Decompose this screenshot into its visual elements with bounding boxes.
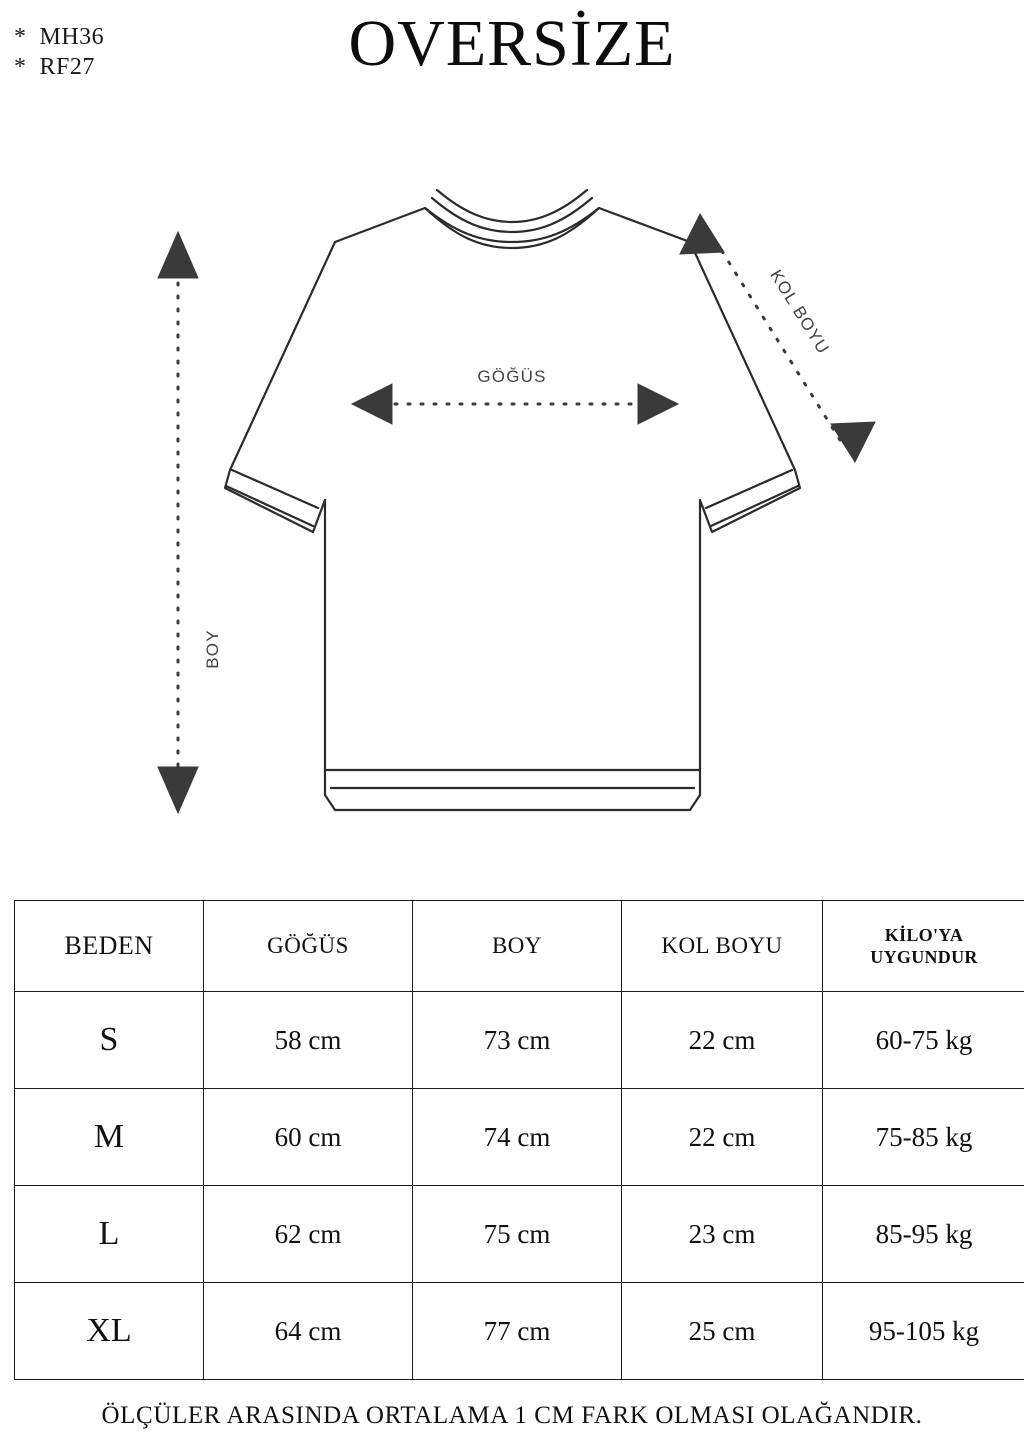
tshirt-outline-icon <box>225 190 800 810</box>
cell-chest: 58 cm <box>204 992 413 1089</box>
cell-length: 74 cm <box>413 1089 622 1186</box>
column-header-weight-line2: UYGUNDUR <box>870 947 978 967</box>
cell-length: 77 cm <box>413 1283 622 1380</box>
table-row <box>15 1089 1024 1186</box>
cell-chest: 62 cm <box>204 1186 413 1283</box>
column-header-weight <box>823 901 1024 992</box>
column-header-chest: GÖĞÜS <box>204 901 413 992</box>
table-row <box>15 1283 1024 1380</box>
table-header-row <box>15 901 1024 992</box>
cell-chest: 60 cm <box>204 1089 413 1186</box>
cell-sleeve: 23 cm <box>622 1186 823 1283</box>
table-row <box>15 1186 1024 1283</box>
chest-label: GÖĞÜS <box>477 367 547 386</box>
cell-sleeve: 22 cm <box>622 1089 823 1186</box>
length-label: BOY <box>203 629 222 669</box>
length-measure-arrow <box>158 232 198 813</box>
chest-measure-arrow <box>352 384 678 424</box>
cell-weight: 75-85 kg <box>823 1089 1024 1186</box>
cell-weight: 60-75 kg <box>823 992 1024 1089</box>
column-header-sleeve: KOL BOYU <box>622 901 823 992</box>
cell-size: L <box>15 1186 204 1283</box>
column-header-size: BEDEN <box>15 901 204 992</box>
cell-length: 75 cm <box>413 1186 622 1283</box>
cell-size: XL <box>15 1283 204 1380</box>
cell-size: M <box>15 1089 204 1186</box>
column-header-length: BOY <box>413 901 622 992</box>
page-title: OVERSİZE <box>348 7 676 80</box>
cell-sleeve: 25 cm <box>622 1283 823 1380</box>
cell-sleeve: 22 cm <box>622 992 823 1089</box>
cell-length: 73 cm <box>413 992 622 1089</box>
column-header-weight-line1: KİLO'YA <box>884 925 964 945</box>
table-body <box>15 992 1024 1380</box>
sleeve-measure-arrow <box>680 214 875 462</box>
table-row <box>15 992 1024 1089</box>
cell-weight: 85-95 kg <box>823 1186 1024 1283</box>
cell-chest: 64 cm <box>204 1283 413 1380</box>
size-table-wrapper <box>14 900 1010 1380</box>
sleeve-label: KOL BOYU <box>766 266 834 358</box>
cell-size: S <box>15 992 204 1089</box>
size-table <box>14 900 1024 1380</box>
tshirt-diagram <box>0 170 1024 860</box>
product-code-1: * MH36 <box>14 24 105 50</box>
product-code-2: * RF27 <box>14 54 95 80</box>
footer-note: ÖLÇÜLER ARASINDA ORTALAMA 1 CM FARK OLMASI OLAĞANDIR. <box>101 1402 923 1429</box>
cell-weight: 95-105 kg <box>823 1283 1024 1380</box>
